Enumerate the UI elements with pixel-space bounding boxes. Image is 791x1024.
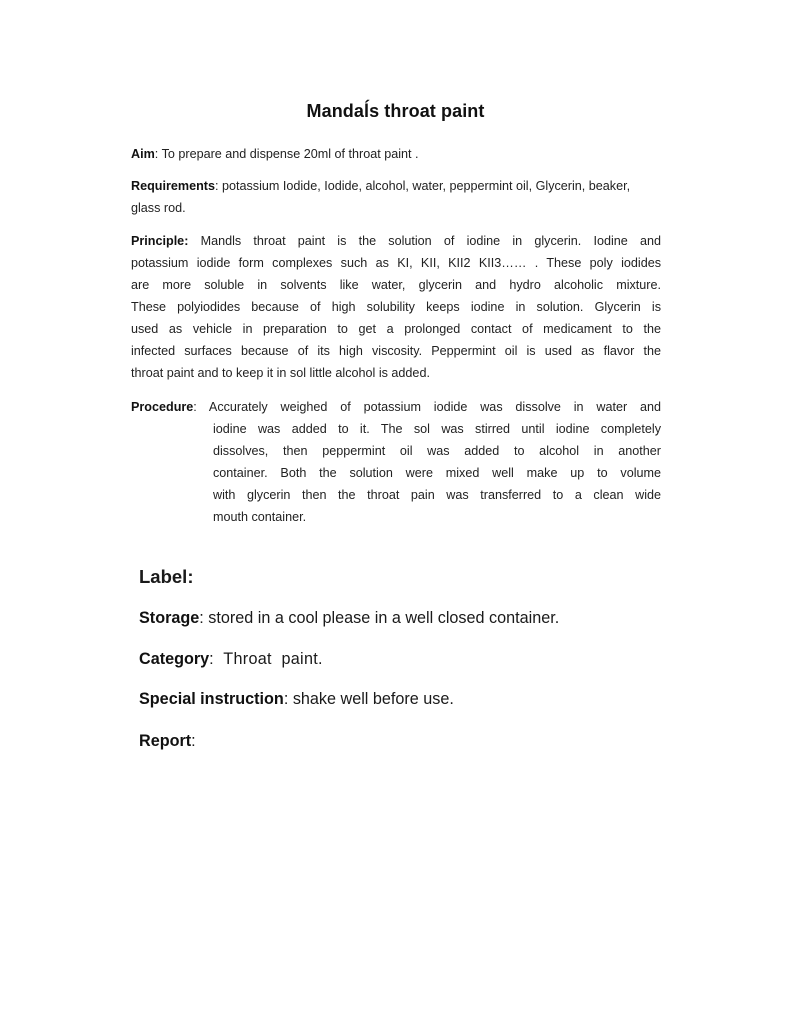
requirements-label: Requirements [131,179,215,193]
storage-label: Storage [139,609,200,627]
procedure-line: with glycerin then the throat pain was transferred to a clean wide [213,488,661,502]
aim-label: Aim [131,147,155,161]
principle-line: These polyiodides because of high solubility keeps iodine in solution. Glycerin is [131,300,661,314]
procedure-line: Procedure: Accurately weighed of potassium iodide was dissolve in water and [131,400,661,414]
aim-paragraph [131,143,661,165]
special-instruction-text: : shake well before use. [283,690,454,708]
document-title: Mandaĺs throat paint [306,101,485,121]
category-label: Category [139,650,210,668]
report-label: Report [139,732,192,750]
principle-line: potassium iodide form complexes such as KI, KII, KII2 KII3…… . These poly iodides [131,256,661,270]
category-line [139,650,699,669]
procedure-line: iodine was added to it. The sol was stirred until iodine completely [213,422,661,436]
procedure-paragraph [131,396,661,528]
principle-line: used as vehicle in preparation to get a prolonged contact of medicament to the [131,322,661,336]
principle-paragraph [131,230,661,384]
requirements-paragraph [131,175,661,219]
special-instruction-label: Special instruction [139,690,284,708]
procedure-line: container. Both the solution were mixed well make up to volume [213,466,661,480]
procedure-line: mouth container. [213,510,307,524]
procedure-continuation [213,418,661,528]
procedure-label: Procedure [131,400,194,414]
principle-line: infected surfaces because of its high viscosity. Peppermint oil is used as flavor the [131,344,661,358]
principle-label: Principle: [131,234,189,248]
label-heading: Label: [139,566,194,587]
procedure-line: dissolves, then peppermint oil was added to alcohol in another [213,444,661,458]
storage-text: : stored in a cool please in a well closed container. [199,609,560,627]
requirements-text: : potassium Iodide, Iodide, alcohol, water, peppermint oil, Glycerin, beaker, glass rod. [131,179,631,215]
report-line [139,732,699,751]
report-text: : [191,732,196,750]
category-text: : Throat paint. [209,650,323,668]
principle-line: throat paint and to keep it in sol little alcohol is added. [131,366,430,380]
special-instruction-line [139,690,699,709]
aim-text: : To prepare and dispense 20ml of throat paint . [154,147,419,161]
storage-line [139,609,699,628]
principle-line: Principle: Mandls throat paint is the solution of iodine in glycerin. Iodine and [131,234,661,248]
principle-line: are more soluble in solvents like water, glycerin and hydro alcoholic mixture. [131,278,661,292]
